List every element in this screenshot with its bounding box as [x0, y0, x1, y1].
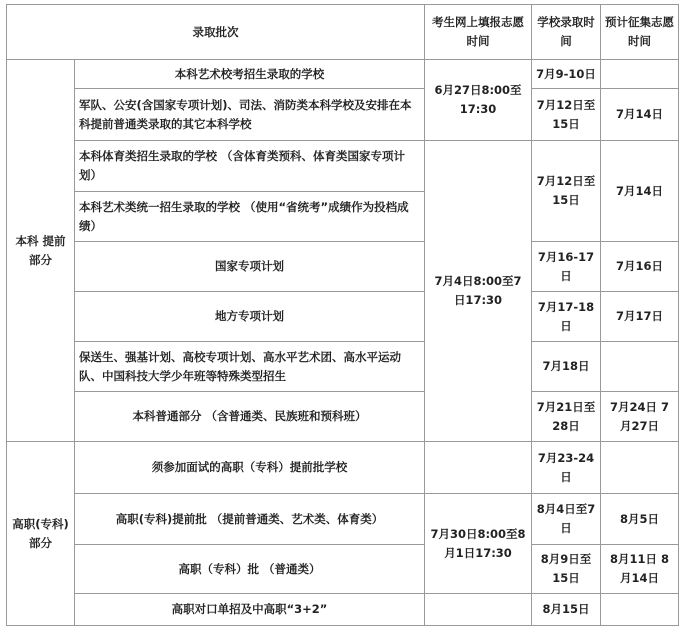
- table-row: [7, 594, 679, 626]
- batch-cell: 须参加面试的高职（专科）提前批学校: [75, 442, 425, 494]
- admission-cell: 7月16-17日: [532, 242, 601, 292]
- admission-cell: 7月23-24日: [532, 442, 601, 494]
- fill-period-2: 7月4日8:00至7日17:30: [425, 141, 532, 442]
- batch-cell: 军队、公安(含国家专项计划)、司法、消防类本科学校及安排在本科提前普通类录取的其它本科学校: [75, 89, 425, 141]
- header-admission-time: 学校录取时间: [532, 5, 601, 60]
- batch-cell: 地方专项计划: [75, 292, 425, 342]
- fill-empty-cell: [425, 594, 532, 626]
- admission-cell: 7月18日: [532, 342, 601, 392]
- group-undergrad-early: 本科 提前部分: [7, 60, 75, 442]
- batch-cell: 本科艺术类统一招生录取的学校 （使用“省统考”成绩作为投档成绩）: [75, 192, 425, 242]
- solicit-cell: 7月14日: [601, 89, 679, 141]
- solicit-cell: [601, 442, 679, 494]
- batch-cell: 本科体育类招生录取的学校 （含体育类预科、体育类国家专项计划）: [75, 141, 425, 192]
- batch-cell: 高职(专科)提前批 （提前普通类、艺术类、体育类）: [75, 494, 425, 545]
- batch-cell: 本科艺术校考招生录取的学校: [75, 60, 425, 89]
- fill-empty-cell: [425, 442, 532, 494]
- header-solicit-time: 预计征集志愿时间: [601, 5, 679, 60]
- admission-cell: 7月21日至28日: [532, 392, 601, 442]
- solicit-cell: 7月16日: [601, 242, 679, 292]
- admission-cell: 7月17-18日: [532, 292, 601, 342]
- header-fill-time: 考生网上填报志愿时间: [425, 5, 532, 60]
- batch-cell: 本科普通部分 （含普通类、民族班和预科班）: [75, 392, 425, 442]
- solicit-cell: [601, 60, 679, 89]
- admission-cell: 7月12日至15日: [532, 141, 601, 242]
- admission-cell: 8月15日: [532, 594, 601, 626]
- group-vocational: 高职(专科)部分: [7, 442, 75, 626]
- table-row: [7, 242, 679, 292]
- table-row: [7, 292, 679, 342]
- solicit-cell: 7月17日: [601, 292, 679, 342]
- solicit-cell: 8月5日: [601, 494, 679, 545]
- table-row: [7, 141, 679, 192]
- table-row: [7, 89, 679, 141]
- batch-cell: 高职（专科）批 （普通类）: [75, 545, 425, 594]
- admission-schedule-table: [6, 4, 679, 626]
- fill-period-3: 7月30日8:00至8月1日17:30: [425, 494, 532, 594]
- solicit-cell: 7月24日 7月27日: [601, 392, 679, 442]
- admission-cell: 7月9-10日: [532, 60, 601, 89]
- table-row: [7, 545, 679, 594]
- batch-cell: 保送生、强基计划、高校专项计划、高水平艺术团、高水平运动队、中国科技大学少年班等特殊类型招生: [75, 342, 425, 392]
- table-row: [7, 342, 679, 392]
- header-batch: 录取批次: [7, 5, 425, 60]
- table-row: [7, 442, 679, 494]
- solicit-cell: [601, 342, 679, 392]
- admission-cell: 7月12日至15日: [532, 89, 601, 141]
- batch-cell: 高职对口单招及中高职“3+2”: [75, 594, 425, 626]
- table-row: [7, 494, 679, 545]
- admission-cell: 8月9日至15日: [532, 545, 601, 594]
- solicit-cell: 8月11日 8月14日: [601, 545, 679, 594]
- solicit-cell: 7月14日: [601, 141, 679, 242]
- fill-period-1: 6月27日8:00至17:30: [425, 60, 532, 141]
- batch-cell: 国家专项计划: [75, 242, 425, 292]
- header-row: [7, 5, 679, 60]
- solicit-cell: [601, 594, 679, 626]
- table-row: [7, 392, 679, 442]
- admission-cell: 8月4日至7日: [532, 494, 601, 545]
- table-row: [7, 60, 679, 89]
